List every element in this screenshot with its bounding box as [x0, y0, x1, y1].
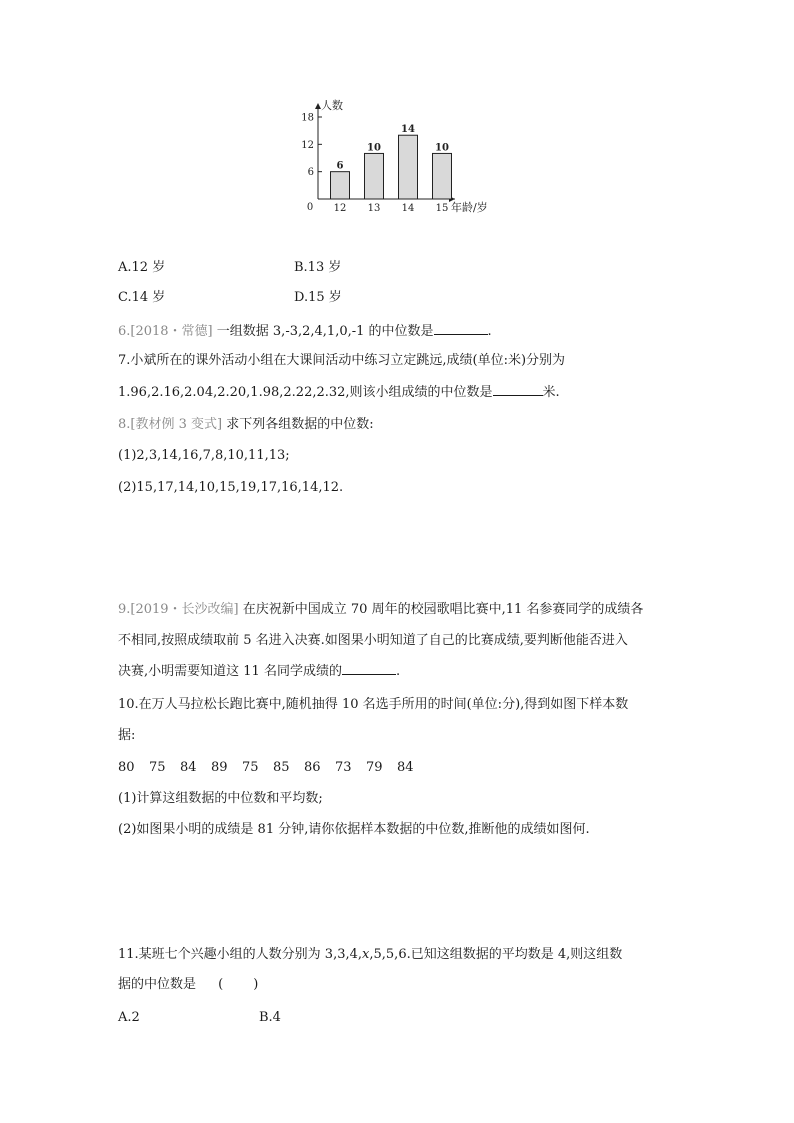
q10-part-1: (1)计算这组数据的中位数和平均数; — [118, 791, 323, 806]
q7-text: 1.96,2.16,2.04,2.20,1.98,2.22,2.32,则该小组成绩的中位数是 — [118, 385, 493, 400]
bar-data-label: 10 — [367, 142, 381, 154]
q9-text-1: 在庆祝新中国成立 70 周年的校园歌唱比赛中,11 名参赛同学的成绩各 — [242, 602, 644, 617]
q9-text-3: 决赛,小明需要知道这 11 名同学成绩的 — [118, 664, 342, 679]
q7-line-2 — [118, 383, 560, 402]
q11-line-2 — [118, 976, 258, 994]
q11-text-1a: 11.某班七个兴趣小组的人数分别为 3,3,4, — [118, 947, 363, 962]
age-bar-chart — [290, 95, 520, 220]
chart-labels — [301, 98, 487, 214]
question-8 — [118, 416, 374, 434]
q10-sample-data — [118, 759, 428, 777]
q10-part-2: (2)如图果小明的成绩是 81 分钟,请你依据样本数据的中位数,推断他的成绩如图何. — [118, 822, 590, 837]
q11-paren-open: ( — [218, 977, 224, 992]
q10-line-2: 据: — [118, 728, 136, 743]
q6-end: . — [487, 324, 492, 339]
y-tick-label: 18 — [301, 112, 314, 124]
q8-source: 8.[教材例 3 变式] — [118, 417, 223, 432]
q6-answer-blank — [434, 322, 488, 335]
q6-text: 一组数据 3,-3,2,4,1,0,-1 的中位数是 — [216, 324, 434, 339]
bar — [399, 135, 418, 199]
q10-data-value: 79 — [366, 760, 383, 775]
q9-line-2: 不相同,按照成绩取前 5 名进入决赛.如图果小明知道了自己的比赛成绩,要判断他能否进入 — [118, 633, 628, 648]
x-tick-label: 14 — [401, 203, 415, 214]
bar-data-label: 10 — [435, 142, 449, 154]
y-tick-label: 12 — [301, 139, 314, 151]
q10-data-value: 75 — [149, 760, 166, 775]
y-axis-label: 人数 — [321, 99, 343, 112]
q9-line-3 — [118, 662, 400, 681]
q10-data-value: 73 — [335, 760, 352, 775]
q11-text-1b: ,5,5,6.已知这组数据的平均数是 4,则这组数 — [369, 947, 623, 962]
q9-line-1 — [118, 601, 643, 619]
q11-option-a: A.2 — [118, 1010, 140, 1025]
bar — [365, 153, 384, 199]
bar-data-label: 14 — [401, 124, 415, 136]
x-tick-label: 15 — [435, 203, 449, 214]
chart-bars — [331, 135, 452, 199]
q5-option-d: D.15 岁 — [294, 290, 342, 305]
q10-data-value: 80 — [118, 760, 135, 775]
q9-answer-blank — [342, 662, 396, 675]
q10-data-value: 75 — [242, 760, 259, 775]
q10-data-value: 84 — [180, 760, 197, 775]
q8-text: 求下列各组数据的中位数: — [226, 417, 374, 432]
q9-source: 9.[2019・长沙改编] — [118, 602, 239, 617]
q7-answer-blank — [493, 383, 543, 396]
q7-line-1: 7.小斌所在的课外活动小组在大课间活动中练习立定跳远,成绩(单位:米)分别为 — [118, 353, 566, 368]
q11-option-b: B.4 — [259, 1010, 281, 1025]
y-tick-label: 6 — [307, 167, 314, 179]
q11-paren-close: ) — [253, 977, 259, 992]
q10-line-1: 10.在万人马拉松长跑比赛中,随机抽得 10 名选手所用的时间(单位:分),得到如图下样本数 — [118, 697, 629, 712]
x-tick-label: 12 — [333, 203, 347, 214]
q5-option-c: C.14 岁 — [118, 290, 166, 305]
q9-end: . — [395, 664, 401, 679]
q5-option-b: B.13 岁 — [294, 260, 342, 275]
q11-line-1 — [118, 946, 622, 964]
q10-data-value: 85 — [273, 760, 290, 775]
q10-data-value: 84 — [397, 760, 414, 775]
q8-part-2: (2)15,17,14,10,15,19,17,16,14,12. — [118, 480, 344, 495]
x-axis-label: 年龄/岁 — [451, 201, 488, 214]
q5-option-a: A.12 岁 — [118, 260, 166, 275]
bar — [331, 172, 350, 199]
q10-data-value: 86 — [304, 760, 321, 775]
origin-label: 0 — [306, 202, 314, 213]
q11-variable-x: x — [362, 947, 370, 962]
q8-part-1: (1)2,3,14,16,7,8,10,11,13; — [118, 448, 290, 463]
x-tick-label: 13 — [367, 203, 381, 214]
bar — [433, 153, 452, 199]
q10-data-value: 89 — [211, 760, 228, 775]
question-6 — [118, 322, 492, 341]
q11-text-2: 据的中位数是 — [118, 977, 197, 992]
bar-data-label: 6 — [336, 160, 344, 172]
q7-end: 米. — [542, 385, 560, 400]
q6-source: 6.[2018・常德] — [118, 324, 213, 339]
